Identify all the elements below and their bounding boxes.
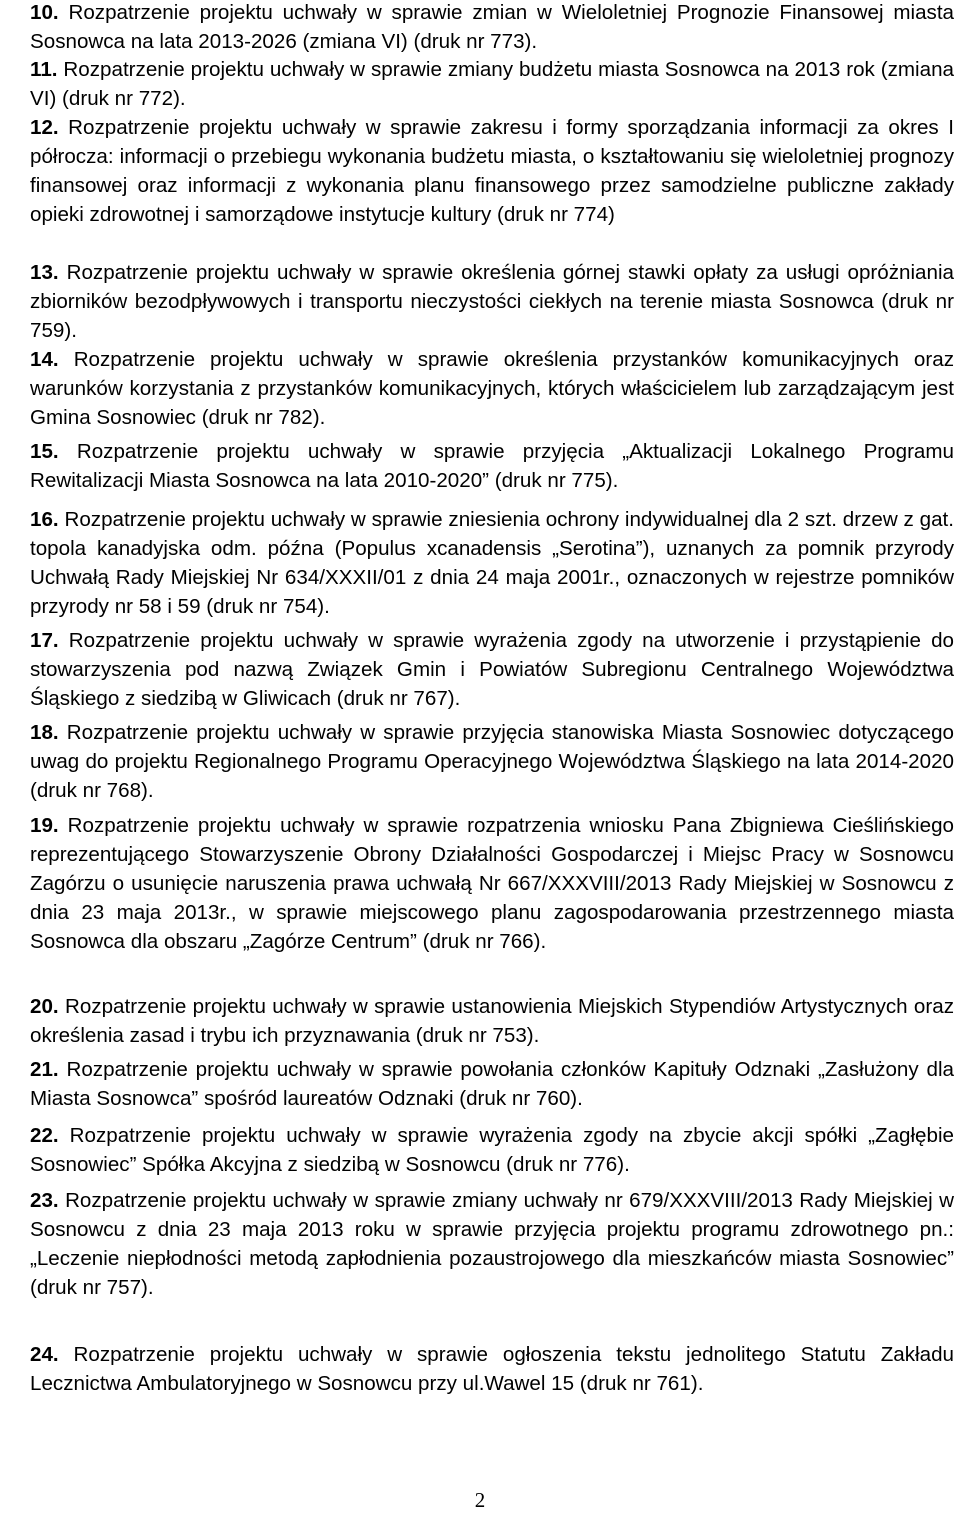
agenda-item-12 xyxy=(30,113,954,229)
item-number: 11. xyxy=(30,58,58,81)
item-number: 23. xyxy=(30,1189,59,1212)
item-number: 15. xyxy=(30,440,59,463)
item-number: 21. xyxy=(30,1058,59,1081)
item-text: Rozpatrzenie projektu uchwały w sprawie zmiany uchwały nr 679/XXXVIII/2013 Rady Miejskiej w Sosnowcu z dnia 23 maja 2013 roku w sprawie przyjęcia projektu programu zdrowotnego pn.: „Leczenie niepłodności metodą zapłodnienia pozaustrojowego dla mieszkańców miasta Sosnowiec” (druk nr 757). xyxy=(30,1189,954,1299)
item-text: Rozpatrzenie projektu uchwały w sprawie przyjęcia stanowiska Miasta Sosnowiec dotyczącego uwag do projektu Regionalnego Programu Operacyjnego Województwa Śląskiego na lata 2014-2020 (druk nr 768). xyxy=(30,721,954,802)
item-text: Rozpatrzenie projektu uchwały w sprawie zmian w Wieloletniej Prognozie Finansowej miasta Sosnowca na lata 2013-2026 (zmiana VI) (druk nr 773). xyxy=(30,1,954,53)
item-text: Rozpatrzenie projektu uchwały w sprawie ogłoszenia tekstu jednolitego Statutu Zakładu Lecznictwa Ambulatoryjnego w Sosnowcu przy ul.Wawel 15 (druk nr 761). xyxy=(30,1343,954,1395)
item-text: Rozpatrzenie projektu uchwały w sprawie przyjęcia „Aktualizacji Lokalnego Programu Rewitalizacji Miasta Sosnowca na lata 2010-2020” (druk nr 775). xyxy=(30,440,954,492)
item-text: Rozpatrzenie projektu uchwały w sprawie określenia górnej stawki opłaty za usługi opróżniania zbiorników bezodpływowych i transportu nieczystości ciekłych na terenie miasta Sosnowca (druk nr 759). xyxy=(30,261,954,342)
agenda-item-14 xyxy=(30,345,954,432)
agenda-item-22 xyxy=(30,1121,954,1179)
agenda-item-16 xyxy=(30,505,954,621)
item-number: 20. xyxy=(30,995,59,1018)
item-number: 17. xyxy=(30,629,59,652)
item-text: Rozpatrzenie projektu uchwały w sprawie powołania członków Kapituły Odznaki „Zasłużony dla Miasta Sosnowca” spośród laureatów Odznaki (druk nr 760). xyxy=(30,1058,954,1110)
item-text: Rozpatrzenie projektu uchwały w sprawie zakresu i formy sporządzania informacji za okres I półrocza: informacji o przebiegu wykonania budżetu miasta, o kształtowaniu się wieloletniej prognozy finansowej oraz informacji z wykonania planu finansowego przez samodzielne publiczne zakłady opieki zdrowotnej i samorządowe instytucje kultury (druk nr 774) xyxy=(30,116,954,226)
item-number: 22. xyxy=(30,1124,59,1147)
item-number: 14. xyxy=(30,348,59,371)
agenda-item-19 xyxy=(30,811,954,956)
agenda-item-18 xyxy=(30,718,954,805)
agenda-item-11 xyxy=(30,55,954,113)
item-text: Rozpatrzenie projektu uchwały w sprawie zmiany budżetu miasta Sosnowca na 2013 rok (zmiana VI) (druk nr 772). xyxy=(30,58,954,110)
item-text: Rozpatrzenie projektu uchwały w sprawie zniesienia ochrony indywidualnej dla 2 szt. drzew z gat. topola kanadyjska odm. późna (Populus xcanadensis „Serotina”), uznanych za pomnik przyrody Uchwałą Rady Miejskiej Nr 634/XXXII/01 z dnia 24 maja 2001r., oznaczonych w rejestrze pomników przyrody nr 58 i 59 (druk nr 754). xyxy=(30,508,954,618)
item-text: Rozpatrzenie projektu uchwały w sprawie ustanowienia Miejskich Stypendiów Artystycznych oraz określenia zasad i trybu ich przyznawania (druk nr 753). xyxy=(30,995,954,1047)
item-text: Rozpatrzenie projektu uchwały w sprawie wyrażenia zgody na utworzenie i przystąpienie do stowarzyszenia pod nazwą Związek Gmin i Powiatów Subregionu Centralnego Województwa Śląskiego z siedzibą w Gliwicach (druk nr 767). xyxy=(30,629,954,710)
agenda-item-15 xyxy=(30,437,954,495)
item-number: 12. xyxy=(30,116,59,139)
page-number: 2 xyxy=(474,1488,486,1512)
agenda-item-21 xyxy=(30,1055,954,1113)
item-number: 19. xyxy=(30,814,59,837)
item-number: 18. xyxy=(30,721,59,744)
item-text: Rozpatrzenie projektu uchwały w sprawie rozpatrzenia wniosku Pana Zbigniewa Cieślińskiego reprezentującego Stowarzyszenie Obrony Działalności Gospodarczej i Miejsc Pracy w Sosnowcu Zagórzu o usunięcie naruszenia prawa uchwałą Nr 667/XXXVIII/2013 Rady Miejskiej w Sosnowcu z dnia 23 maja 2013r., w sprawie miejscowego planu zagospodarowania przestrzennego miasta Sosnowca dla obszaru „Zagórze Centrum” (druk nr 766). xyxy=(30,814,954,953)
item-number: 24. xyxy=(30,1343,59,1366)
agenda-item-23 xyxy=(30,1186,954,1302)
item-number: 16. xyxy=(30,508,59,531)
item-text: Rozpatrzenie projektu uchwały w sprawie wyrażenia zgody na zbycie akcji spółki „Zagłębie Sosnowiec” Spółka Akcyjna z siedzibą w Sosnowcu (druk nr 776). xyxy=(30,1124,954,1176)
agenda-item-10 xyxy=(30,0,954,56)
agenda-item-17 xyxy=(30,626,954,713)
item-text: Rozpatrzenie projektu uchwały w sprawie określenia przystanków komunikacyjnych oraz warunków korzystania z przystanków komunikacyjnych, których właścicielem lub zarządzającym jest Gmina Sosnowiec (druk nr 782). xyxy=(30,348,954,429)
item-number: 10. xyxy=(30,1,59,24)
item-number: 13. xyxy=(30,261,59,284)
agenda-item-24 xyxy=(30,1340,954,1398)
agenda-item-13 xyxy=(30,258,954,345)
agenda-item-20 xyxy=(30,992,954,1050)
